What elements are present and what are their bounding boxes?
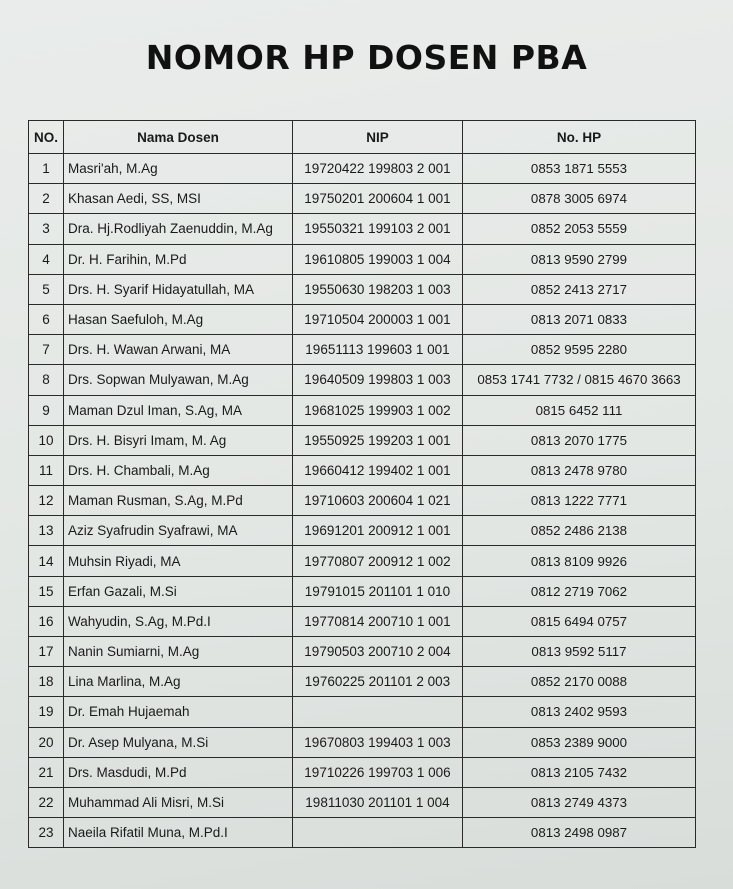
cell-name: Maman Dzul Iman, S.Ag, MA — [64, 395, 293, 425]
table-header — [29, 121, 696, 154]
cell-no: 2 — [29, 184, 64, 214]
cell-nip: 19550925 199203 1 001 — [293, 425, 463, 455]
cell-nip: 19640509 199803 1 003 — [293, 365, 463, 395]
table-row — [29, 697, 696, 727]
cell-name: Wahyudin, S.Ag, M.Pd.I — [64, 606, 293, 636]
cell-no: 17 — [29, 637, 64, 667]
table-row — [29, 637, 696, 667]
table-row — [29, 576, 696, 606]
cell-phone: 0813 9590 2799 — [463, 244, 696, 274]
cell-no: 7 — [29, 335, 64, 365]
cell-nip: 19691201 200912 1 001 — [293, 516, 463, 546]
cell-name: Drs. H. Syarif Hidayatullah, MA — [64, 274, 293, 304]
column-header-hp: No. HP — [463, 121, 696, 154]
cell-nip: 19660412 199402 1 001 — [293, 455, 463, 485]
cell-phone: 0852 2413 2717 — [463, 274, 696, 304]
cell-nip: 19770814 200710 1 001 — [293, 606, 463, 636]
table-row — [29, 516, 696, 546]
table-row — [29, 727, 696, 757]
cell-phone: 0853 1871 5553 — [463, 154, 696, 184]
table-row — [29, 335, 696, 365]
cell-name: Dr. Asep Mulyana, M.Si — [64, 727, 293, 757]
table-row — [29, 274, 696, 304]
table-row — [29, 787, 696, 817]
table-row — [29, 486, 696, 516]
table-row — [29, 455, 696, 485]
table-row — [29, 365, 696, 395]
cell-no: 6 — [29, 304, 64, 334]
cell-phone: 0813 2402 9593 — [463, 697, 696, 727]
cell-nip: 19610805 199003 1 004 — [293, 244, 463, 274]
cell-no: 20 — [29, 727, 64, 757]
cell-no: 11 — [29, 455, 64, 485]
cell-nip: 19710226 199703 1 006 — [293, 757, 463, 787]
cell-nip: 19770807 200912 1 002 — [293, 546, 463, 576]
cell-name: Lina Marlina, M.Ag — [64, 667, 293, 697]
cell-nip — [293, 818, 463, 848]
cell-nip: 19811030 201101 1 004 — [293, 787, 463, 817]
cell-name: Aziz Syafrudin Syafrawi, MA — [64, 516, 293, 546]
cell-phone: 0878 3005 6974 — [463, 184, 696, 214]
lecturer-phone-table — [28, 120, 696, 848]
cell-nip: 19720422 199803 2 001 — [293, 154, 463, 184]
cell-nip: 19790503 200710 2 004 — [293, 637, 463, 667]
column-header-nip: NIP — [293, 121, 463, 154]
cell-nip: 19710603 200604 1 021 — [293, 486, 463, 516]
cell-phone: 0852 2053 5559 — [463, 214, 696, 244]
cell-phone: 0813 2105 7432 — [463, 757, 696, 787]
table-row — [29, 395, 696, 425]
cell-no: 15 — [29, 576, 64, 606]
table-row — [29, 154, 696, 184]
table-row — [29, 304, 696, 334]
cell-no: 5 — [29, 274, 64, 304]
cell-phone: 0813 2071 0833 — [463, 304, 696, 334]
cell-phone: 0815 6452 111 — [463, 395, 696, 425]
cell-no: 16 — [29, 606, 64, 636]
cell-name: Dr. Emah Hujaemah — [64, 697, 293, 727]
table-row — [29, 818, 696, 848]
cell-phone: 0852 9595 2280 — [463, 335, 696, 365]
cell-name: Naeila Rifatil Muna, M.Pd.I — [64, 818, 293, 848]
table-row — [29, 184, 696, 214]
cell-no: 21 — [29, 757, 64, 787]
table-row — [29, 244, 696, 274]
cell-no: 1 — [29, 154, 64, 184]
cell-name: Hasan Saefuloh, M.Ag — [64, 304, 293, 334]
table-body — [29, 154, 696, 848]
cell-no: 12 — [29, 486, 64, 516]
cell-name: Dr. H. Farihin, M.Pd — [64, 244, 293, 274]
cell-phone: 0813 8109 9926 — [463, 546, 696, 576]
cell-nip: 19710504 200003 1 001 — [293, 304, 463, 334]
cell-name: Dra. Hj.Rodliyah Zaenuddin, M.Ag — [64, 214, 293, 244]
cell-nip: 19550321 199103 2 001 — [293, 214, 463, 244]
cell-phone: 0853 1741 7732 / 0815 4670 3663 — [463, 365, 696, 395]
cell-phone: 0813 1222 7771 — [463, 486, 696, 516]
cell-nip: 19681025 199903 1 002 — [293, 395, 463, 425]
cell-no: 18 — [29, 667, 64, 697]
table-row — [29, 214, 696, 244]
table-row — [29, 606, 696, 636]
cell-name: Khasan Aedi, SS, MSI — [64, 184, 293, 214]
table-row — [29, 667, 696, 697]
cell-name: Muhsin Riyadi, MA — [64, 546, 293, 576]
cell-name: Drs. H. Bisyri Imam, M. Ag — [64, 425, 293, 455]
cell-no: 23 — [29, 818, 64, 848]
cell-no: 13 — [29, 516, 64, 546]
cell-name: Masri'ah, M.Ag — [64, 154, 293, 184]
cell-phone: 0813 2478 9780 — [463, 455, 696, 485]
column-header-no: NO. — [29, 121, 64, 154]
cell-no: 19 — [29, 697, 64, 727]
cell-phone: 0812 2719 7062 — [463, 576, 696, 606]
cell-nip: 19550630 198203 1 003 — [293, 274, 463, 304]
cell-name: Drs. H. Wawan Arwani, MA — [64, 335, 293, 365]
cell-no: 8 — [29, 365, 64, 395]
cell-name: Maman Rusman, S.Ag, M.Pd — [64, 486, 293, 516]
cell-name: Drs. H. Chambali, M.Ag — [64, 455, 293, 485]
cell-phone: 0813 9592 5117 — [463, 637, 696, 667]
cell-phone: 0813 2749 4373 — [463, 787, 696, 817]
page-title: NOMOR HP DOSEN PBA — [145, 38, 588, 77]
table-row — [29, 425, 696, 455]
cell-phone: 0852 2486 2138 — [463, 516, 696, 546]
cell-no: 3 — [29, 214, 64, 244]
cell-phone: 0813 2498 0987 — [463, 818, 696, 848]
cell-no: 4 — [29, 244, 64, 274]
cell-nip: 19750201 200604 1 001 — [293, 184, 463, 214]
cell-name: Drs. Sopwan Mulyawan, M.Ag — [64, 365, 293, 395]
cell-phone: 0853 2389 9000 — [463, 727, 696, 757]
column-header-name: Nama Dosen — [64, 121, 293, 154]
cell-no: 22 — [29, 787, 64, 817]
cell-phone: 0815 6494 0757 — [463, 606, 696, 636]
cell-name: Erfan Gazali, M.Si — [64, 576, 293, 606]
cell-phone: 0852 2170 0088 — [463, 667, 696, 697]
cell-nip — [293, 697, 463, 727]
table-row — [29, 757, 696, 787]
cell-no: 14 — [29, 546, 64, 576]
cell-nip: 19670803 199403 1 003 — [293, 727, 463, 757]
cell-nip: 19651113 199603 1 001 — [293, 335, 463, 365]
cell-nip: 19791015 201101 1 010 — [293, 576, 463, 606]
header-row — [29, 121, 696, 154]
cell-nip: 19760225 201101 2 003 — [293, 667, 463, 697]
cell-no: 9 — [29, 395, 64, 425]
cell-name: Nanin Sumiarni, M.Ag — [64, 637, 293, 667]
cell-no: 10 — [29, 425, 64, 455]
cell-phone: 0813 2070 1775 — [463, 425, 696, 455]
cell-name: Muhammad Ali Misri, M.Si — [64, 787, 293, 817]
cell-name: Drs. Masdudi, M.Pd — [64, 757, 293, 787]
table-row — [29, 546, 696, 576]
